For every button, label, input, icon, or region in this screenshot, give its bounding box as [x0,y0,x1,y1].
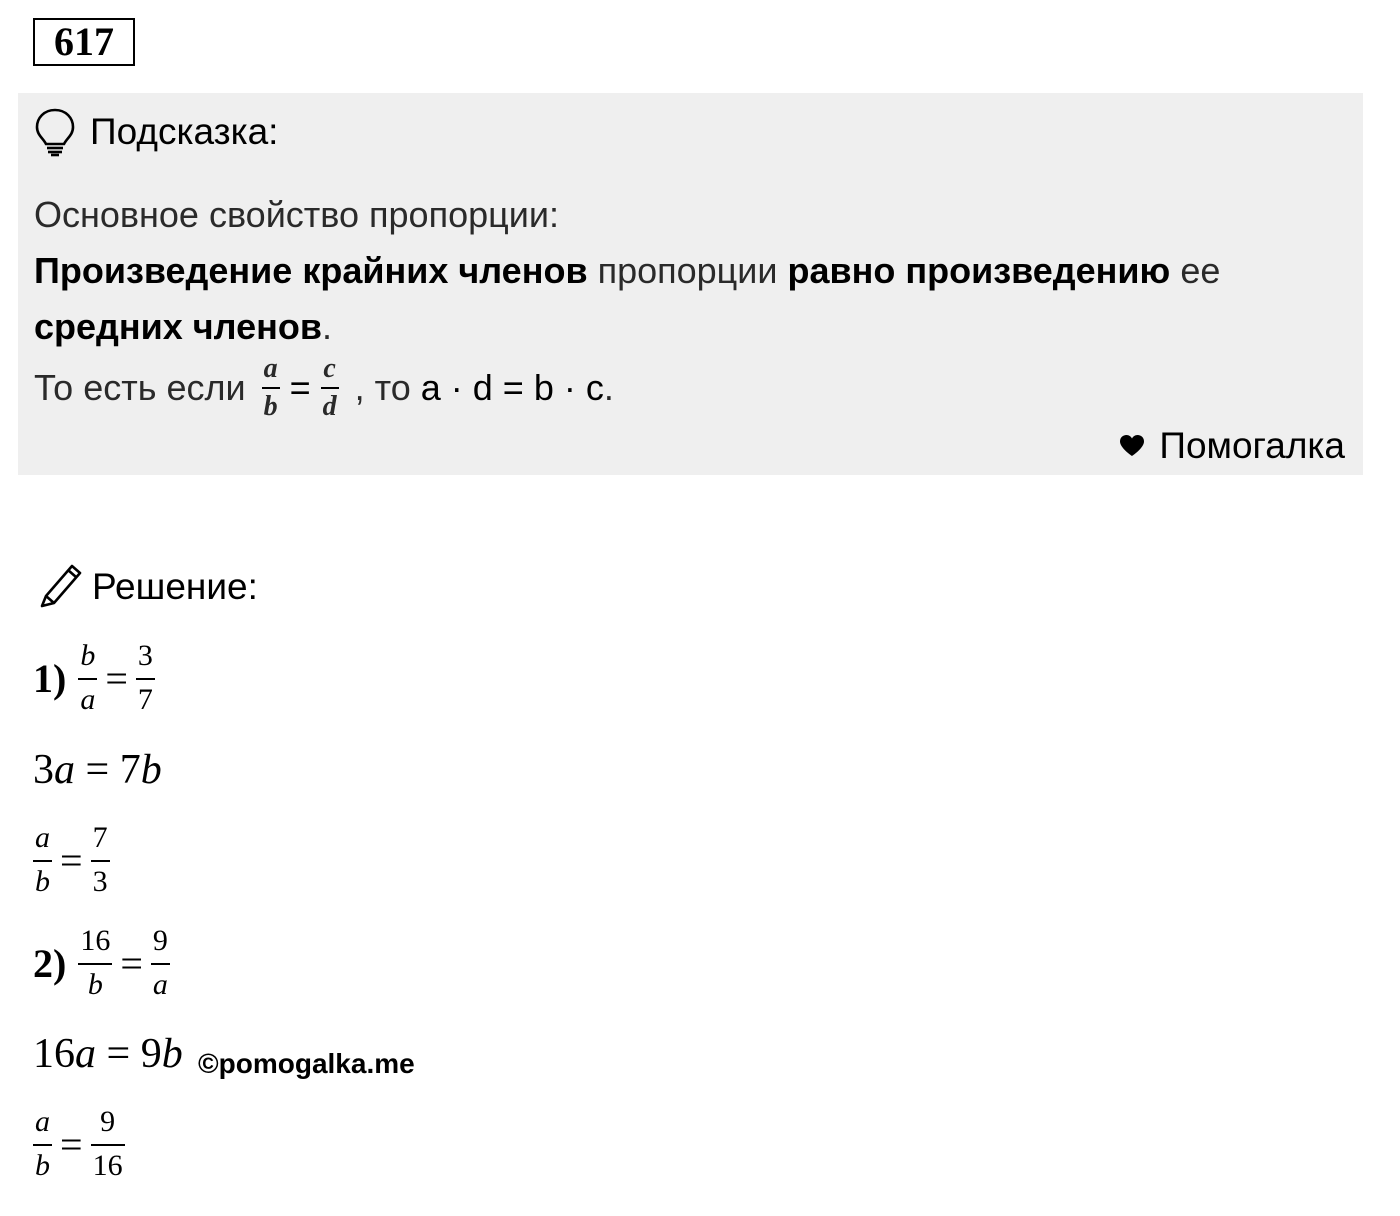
step1-result-rhs [91,822,110,898]
watermark: ©pomogalka.me [198,1048,415,1079]
step2-result-lhs [33,1106,52,1182]
task-number: 617 [33,18,135,66]
lightbulb-icon [34,107,76,157]
brand-text: Помогалка [1159,425,1345,466]
hint-rule-text-1: пропорции [587,250,788,291]
hint-box [18,93,1363,475]
denominator: b [35,865,50,898]
hint-rule-bold-2: равно произведению [787,250,1171,291]
numerator: a [35,1105,50,1138]
equals-sign: = [60,837,83,883]
step1-equation [33,640,155,716]
fraction-bar [262,387,280,390]
brand-label [1119,425,1345,467]
hint-rule [34,243,1323,355]
step2-result [33,1106,125,1182]
hint-fraction-2-num: c [323,352,336,384]
variable: b [161,1031,183,1077]
coefficient: 7 [119,747,141,793]
denominator: 7 [137,683,153,716]
equals-sign: = [75,747,120,793]
hint-fraction-1 [262,352,280,423]
hint-body [34,187,1323,423]
denominator: a [152,968,168,1001]
numerator: 9 [100,1105,116,1138]
equals-sign: = [96,1031,141,1077]
hint-fraction-2 [321,352,339,423]
hint-intro: Основное свойство пропорции: [34,194,559,235]
hint-rule-text-3: . [321,306,332,347]
step1-label: 1) [33,655,67,701]
equals-sign: = [120,940,143,986]
variable: a [75,1031,96,1077]
hint-example [34,352,1323,423]
hint-fraction-1-num: a [263,352,278,384]
step2-label: 2) [33,940,67,986]
coefficient: 16 [33,1031,75,1077]
solution-header [36,560,258,613]
denominator: 3 [92,865,108,898]
fraction-bar [78,678,97,680]
hint-equals: = [289,367,311,408]
solution-title: Решение: [92,565,258,607]
variable: b [140,747,162,793]
step2-cross-product [33,1029,183,1079]
denominator: b [35,1149,50,1182]
numerator: 16 [80,924,111,957]
fraction-bar [136,678,155,680]
fraction-bar [321,387,339,390]
numerator: b [80,639,96,672]
hint-rule-bold-3: средних членов [34,306,322,347]
hint-header [34,107,278,157]
hint-rule-bold-1: Произведение крайних членов [34,250,588,291]
step2-lhs-fraction [78,925,112,1001]
fraction-bar [78,963,112,965]
numerator: 7 [92,821,108,854]
hint-example-mid: , то [344,367,421,408]
pencil-icon [36,560,86,613]
hint-fraction-1-den: b [263,391,278,423]
hint-title: Подсказка: [90,111,279,152]
hint-example-result: a · d = b · c [420,367,604,408]
fraction-bar [91,860,110,862]
step2-equation [33,925,170,1001]
fraction-bar [33,1144,52,1146]
step1-rhs-fraction [136,640,155,716]
hint-example-end: . [603,367,614,408]
hint-example-prefix: То есть если [34,367,256,408]
numerator: a [35,821,50,854]
equals-sign: = [105,655,128,701]
numerator: 9 [152,924,168,957]
step2-result-rhs [91,1106,125,1182]
step1-result [33,822,110,898]
step1-lhs-fraction [78,640,97,716]
heart-icon [1119,425,1145,467]
step2-rhs-fraction [151,925,170,1001]
hint-rule-text-2: ее [1170,250,1221,291]
fraction-bar [33,860,52,862]
fraction-bar [151,963,170,965]
numerator: 3 [137,639,153,672]
hint-fraction-2-den: d [322,391,337,423]
fraction-bar [91,1144,125,1146]
variable: a [54,747,75,793]
denominator: b [87,968,103,1001]
denominator: a [80,683,96,716]
coefficient: 3 [33,747,54,793]
step1-result-lhs [33,822,52,898]
step1-cross-product [33,745,162,795]
denominator: 16 [92,1149,123,1182]
equals-sign: = [60,1121,83,1167]
coefficient: 9 [140,1031,162,1077]
